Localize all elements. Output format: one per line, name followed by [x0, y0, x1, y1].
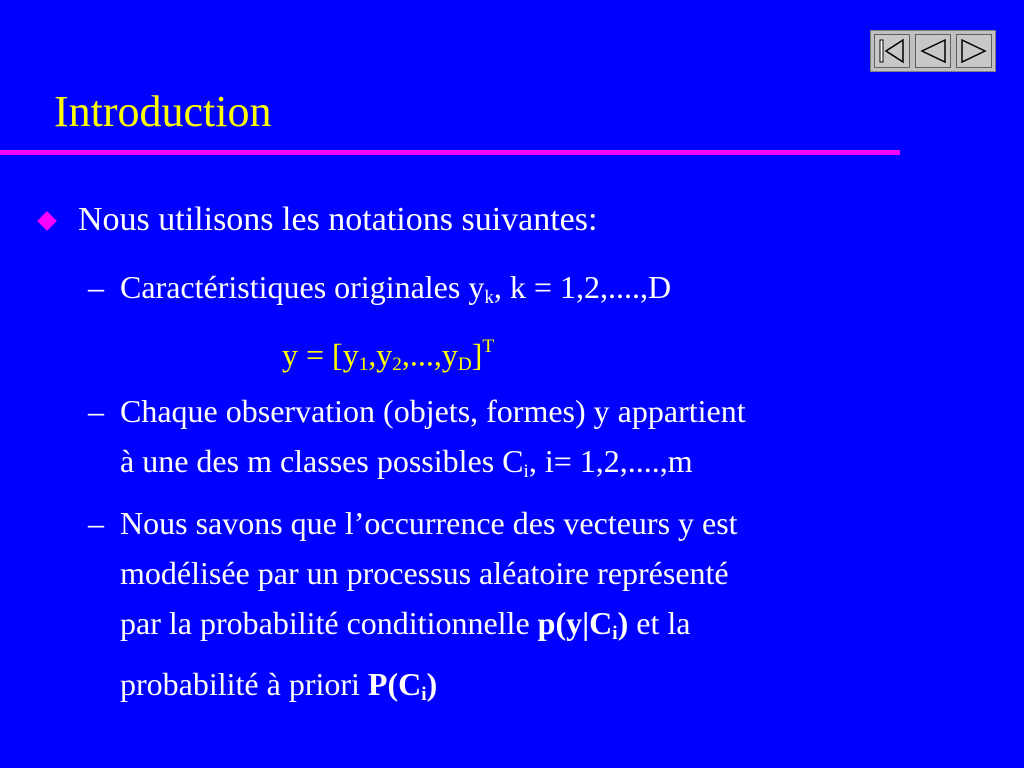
- bullet-main: Nous utilisons les notations suivantes:: [78, 201, 598, 238]
- dash-marker: –: [88, 393, 104, 429]
- slide-navigation: [870, 30, 996, 72]
- next-slide-icon: [959, 37, 989, 65]
- sub-item-observation: – Chaque observation (objets, formes) y appartient à une des m classes possibles $C_i$, i= 1,2,....,m: [120, 386, 1000, 497]
- vector-formula: $y = [y_1,y_2,...,y_D]^T$: [282, 336, 495, 376]
- dash-marker: –: [88, 505, 104, 541]
- next-slide-button[interactable]: [956, 34, 992, 68]
- previous-slide-button[interactable]: [915, 34, 951, 68]
- previous-slide-icon: [918, 37, 948, 65]
- bullet-diamond-icon: [37, 211, 57, 231]
- first-slide-icon: [877, 37, 907, 65]
- sub-item-probability: – Nous savons que l’occurrence des vecteurs y est modélisée par un processus aléatoire représenté par la probabilité conditionnelle $p(y|C_i)$ et la probabilité à priori $P(C_i)$: [120, 498, 1000, 720]
- dash-marker: –: [88, 269, 104, 305]
- first-slide-button[interactable]: [874, 34, 910, 68]
- sub-item-features: – Caractéristiques originales $y_k$, k = 1,2,....,D: [120, 262, 1000, 323]
- slide-title: Introduction: [54, 87, 272, 136]
- title-divider: [0, 150, 900, 155]
